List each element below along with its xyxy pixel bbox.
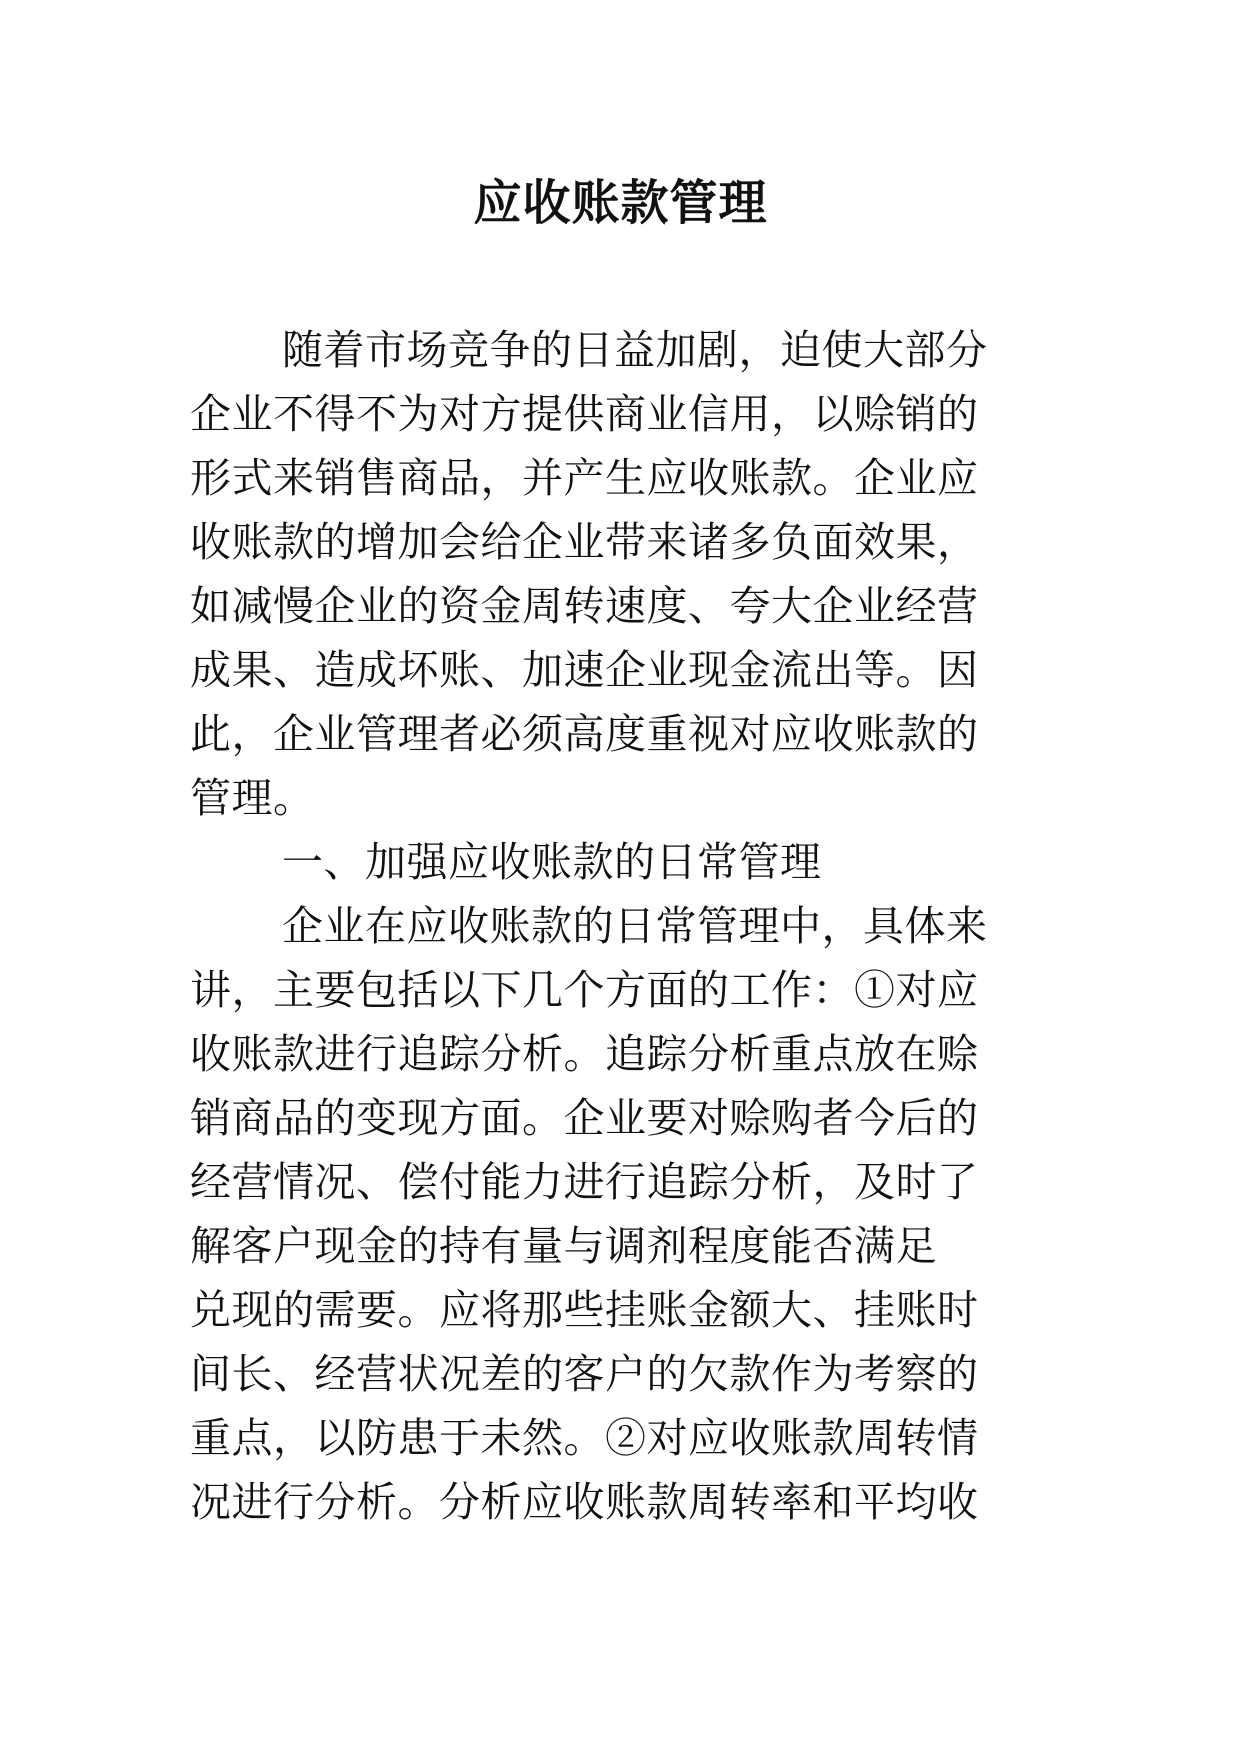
document-title: 应收账款管理 xyxy=(473,175,768,231)
paragraph-line: 此，企业管理者必须高度重视对应收账款的 xyxy=(190,710,979,758)
paragraph-line: 企业不得不为对方提供商业信用，以赊销的 xyxy=(190,390,979,438)
paragraph-line: 企业在应收账款的日常管理中，具体来 xyxy=(282,902,988,950)
paragraph-line: 随着市场竞争的日益加剧，迫使大部分 xyxy=(282,326,988,374)
paragraph-line: 间长、经营状况差的客户的欠款作为考察的 xyxy=(190,1350,979,1398)
paragraph-line: 如减慢企业的资金周转速度、夸大企业经营 xyxy=(190,582,979,630)
paragraph-line: 形式来销售商品，并产生应收账款。企业应 xyxy=(190,454,979,502)
section-heading: 一、加强应收账款的日常管理 xyxy=(282,838,822,886)
paragraph-line: 成果、造成坏账、加速企业现金流出等。因 xyxy=(190,646,979,694)
paragraph-line: 重点，以防患于未然。②对应收账款周转情 xyxy=(190,1414,979,1462)
paragraph-line: 管理。 xyxy=(190,774,315,822)
paragraph-line: 收账款的增加会给企业带来诸多负面效果， xyxy=(190,518,979,566)
paragraph-line: 销商品的变现方面。企业要对赊购者今后的 xyxy=(190,1094,979,1142)
paragraph-line: 经营情况、偿付能力进行追踪分析，及时了 xyxy=(190,1158,979,1206)
paragraph-line: 讲，主要包括以下几个方面的工作：①对应 xyxy=(190,966,979,1014)
document-body xyxy=(190,318,1060,1534)
paragraph-line: 解客户现金的持有量与调剂程度能否满足 xyxy=(190,1222,937,1270)
paragraph-line: 收账款进行追踪分析。追踪分析重点放在赊 xyxy=(190,1030,979,1078)
paragraph-line: 况进行分析。分析应收账款周转率和平均收 xyxy=(190,1478,979,1526)
paragraph-line: 兑现的需要。应将那些挂账金额大、挂账时 xyxy=(190,1286,979,1334)
